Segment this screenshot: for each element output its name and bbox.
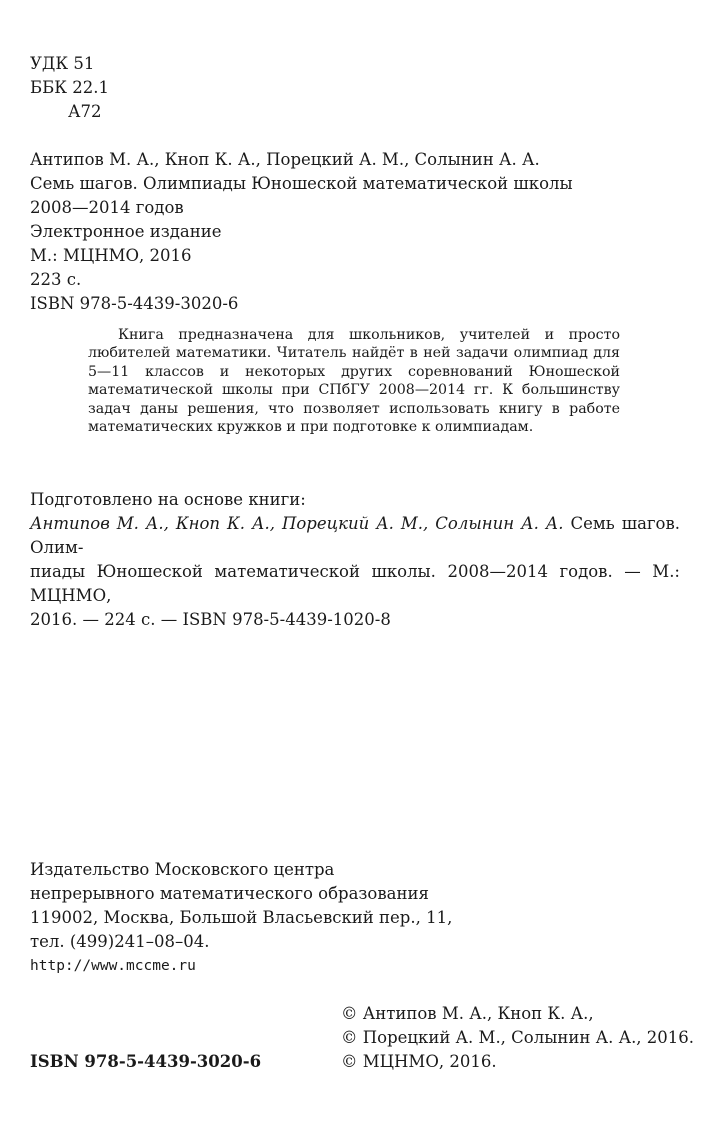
author-mark: А72 xyxy=(68,102,102,121)
book-title-line-2: 2008—2014 годов xyxy=(30,198,184,217)
source-authors: Антипов М. А., Кноп К. А., Порецкий А. М., Солынин А. А. xyxy=(30,514,564,533)
annotation-text: Книга предназначена для школьников, учителей и просто любителей математики. Читатель найдёт в ней задачи олимпиад для 5—11 классов и некоторых других соревнований Юношеской математической школы при СПбГУ 2008—2014 гг. К большинству задач даны решения, что позволяет использовать книгу в работе математических кружков и при подготовке к олимпиадам. xyxy=(88,327,620,436)
bibliographic-record xyxy=(30,148,573,316)
source-reference xyxy=(30,488,680,632)
edition: Электронное издание xyxy=(30,222,222,241)
isbn: ISBN 978-5-4439-3020-6 xyxy=(30,294,239,313)
publisher-phone: тел. (499)241–08–04. xyxy=(30,932,210,951)
source-title-start: Семь шагов. Олим- xyxy=(30,514,681,557)
publisher-name-line-1: Издательство Московского центра xyxy=(30,860,335,879)
annotation xyxy=(88,326,620,436)
copyright-block xyxy=(341,1002,694,1074)
book-title-line-1: Семь шагов. Олимпиады Юношеской математической школы xyxy=(30,174,573,193)
bbk-code: ББК 22.1 xyxy=(30,78,110,97)
publisher-url[interactable]: http://www.mccme.ru xyxy=(30,958,196,974)
imprint: М.: МЦНМО, 2016 xyxy=(30,246,192,265)
footer-isbn: ISBN 978-5-4439-3020-6 xyxy=(30,1052,262,1071)
copyright-line-3: © МЦНМО, 2016. xyxy=(341,1052,497,1071)
page-count: 223 с. xyxy=(30,270,82,289)
copyright-line-1: © Антипов М. А., Кноп К. А., xyxy=(341,1004,594,1023)
source-intro: Подготовлено на основе книги: xyxy=(30,490,306,509)
source-line-3: 2016. — 224 с. — ISBN 978-5-4439-1020-8 xyxy=(30,610,391,629)
source-line-1 xyxy=(30,512,680,560)
source-line-2: пиады Юношеской математической школы. 2008—2014 годов. — М.: МЦНМО, xyxy=(30,562,680,605)
copyright-line-2: © Порецкий А. М., Солынин А. А., 2016. xyxy=(341,1028,695,1047)
publisher-name-line-2: непрерывного математического образования xyxy=(30,884,429,903)
publisher-info xyxy=(30,858,452,978)
publisher-address: 119002, Москва, Большой Власьевский пер., 11, xyxy=(30,908,453,927)
udk-code: УДК 51 xyxy=(30,54,95,73)
classification-block xyxy=(30,52,109,124)
authors: Антипов М. А., Кноп К. А., Порецкий А. М., Солынин А. А. xyxy=(30,150,540,169)
